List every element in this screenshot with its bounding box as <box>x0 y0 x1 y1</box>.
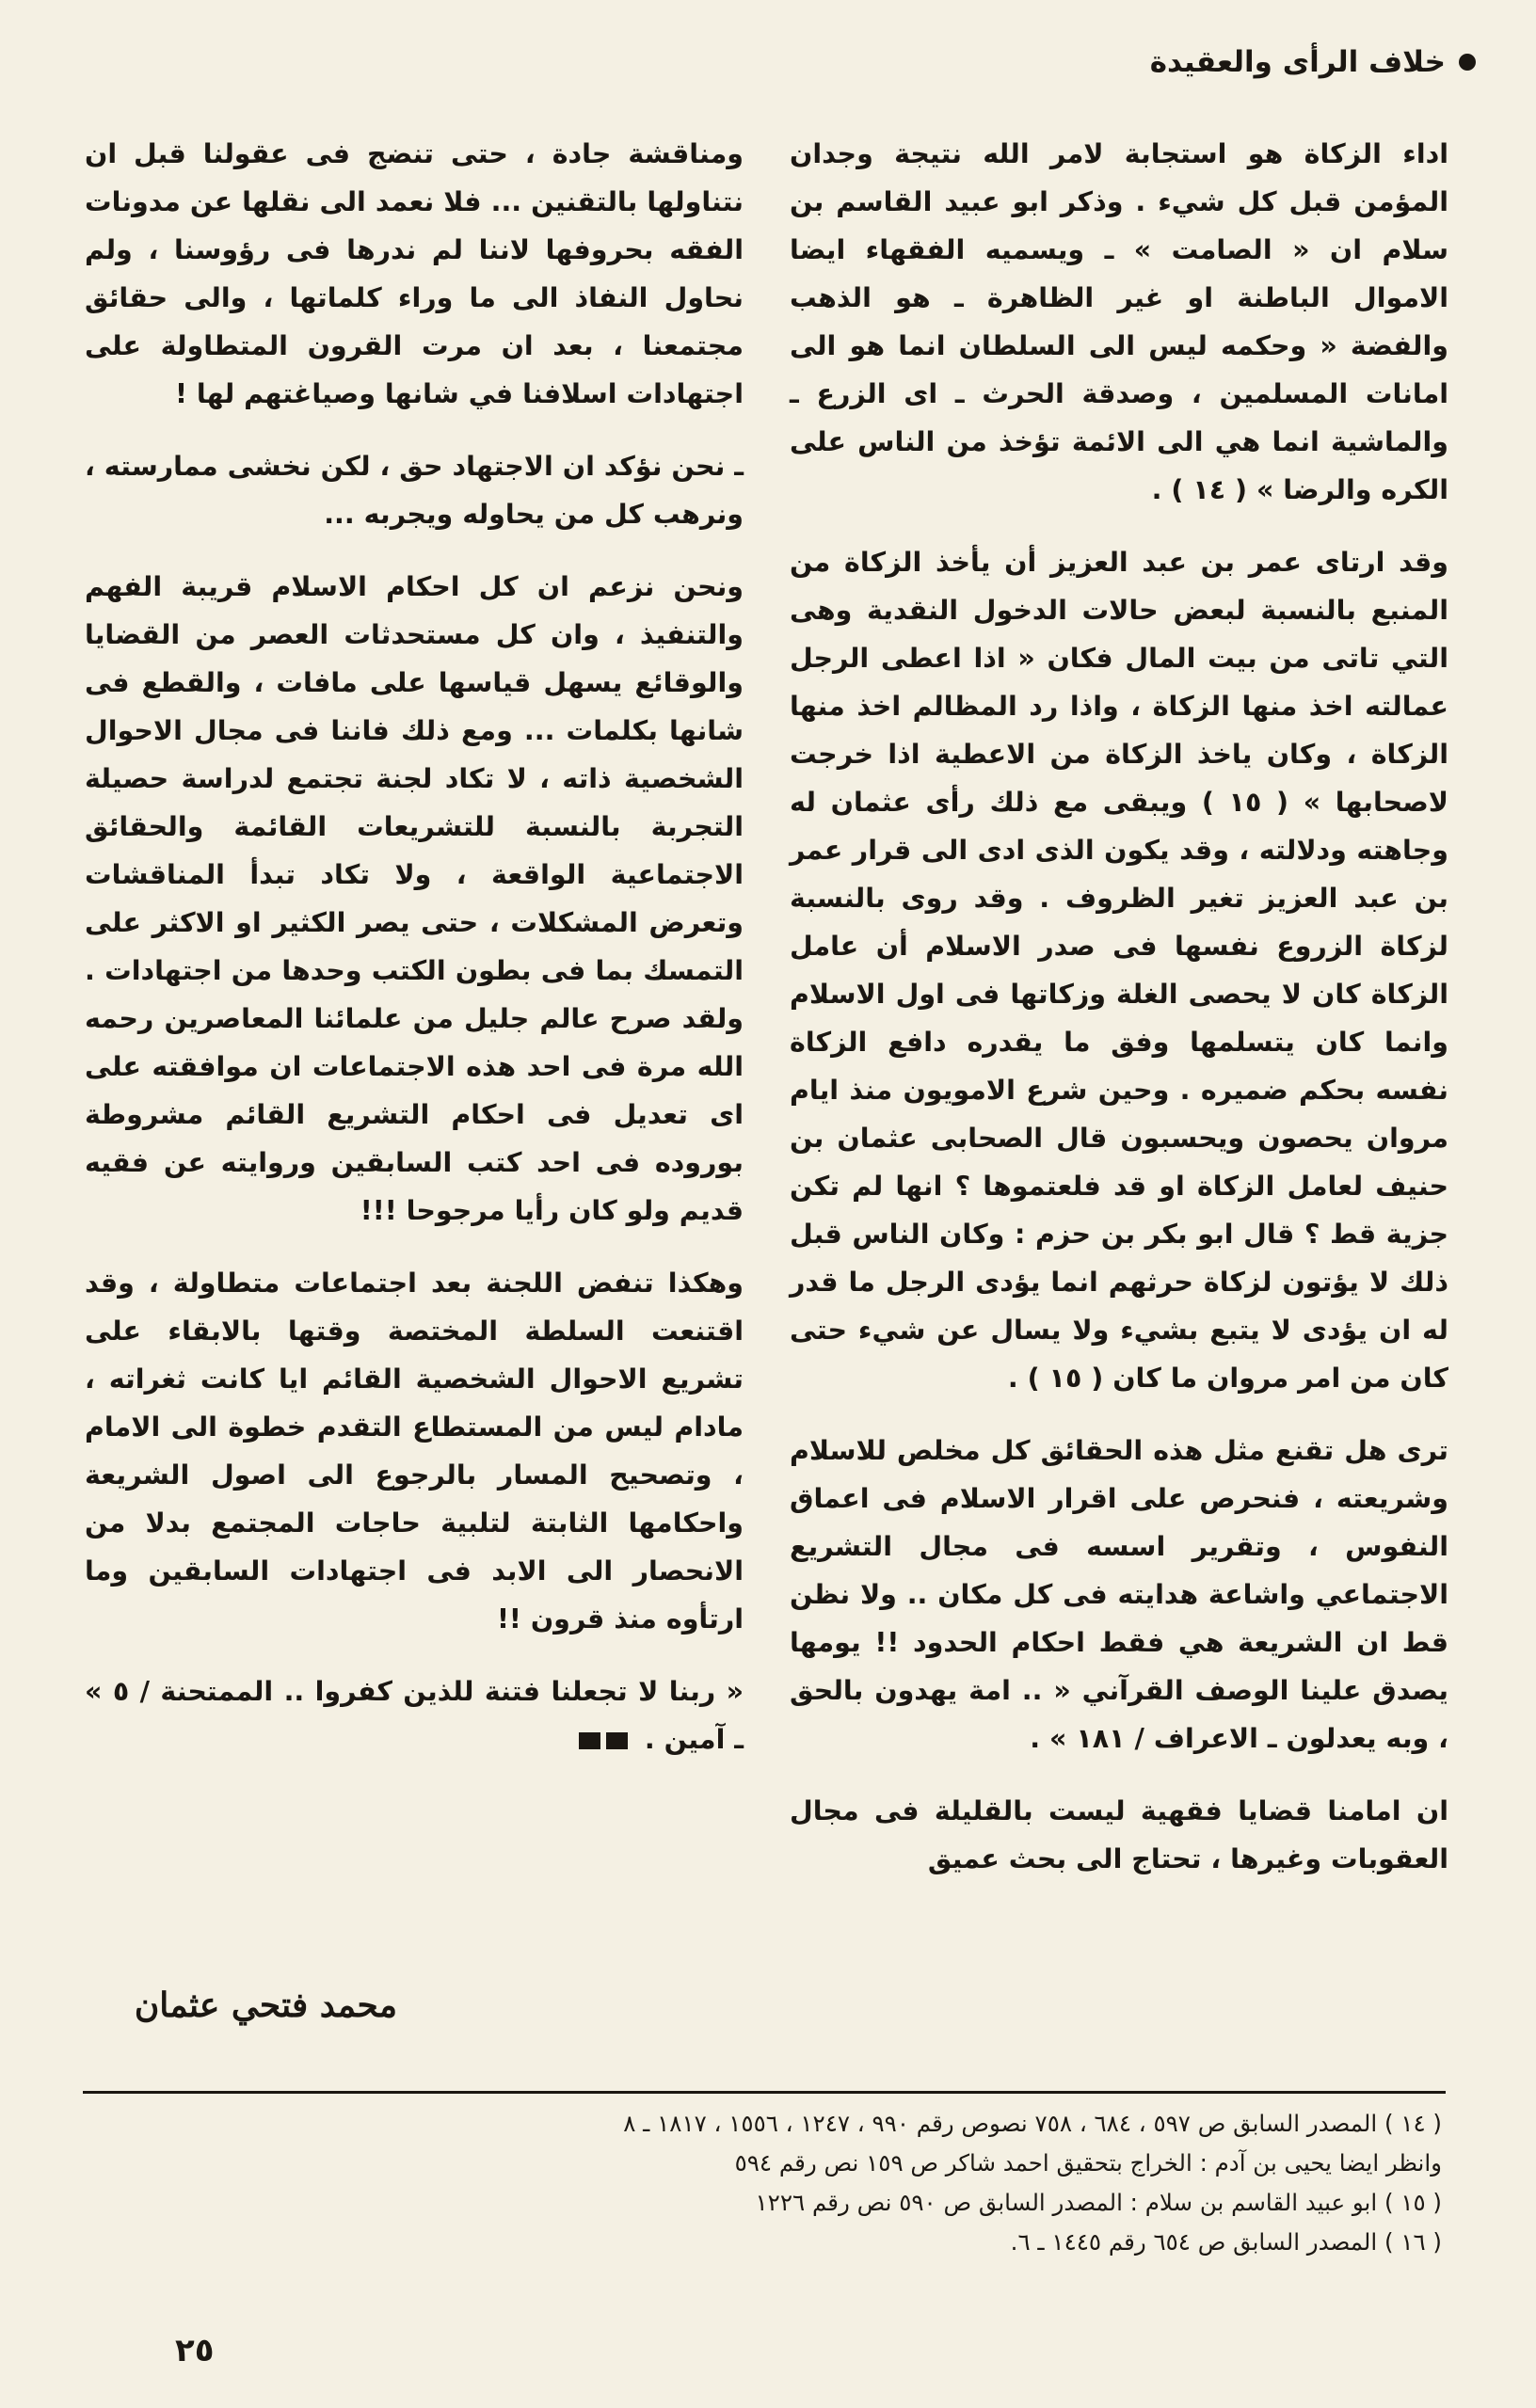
author-signature: محمد فتحي عثمان <box>134 1985 397 2025</box>
footnote-line: ( ١٦ ) المصدر السابق ص ٦٥٤ رقم ١٤٤٥ ـ ٦. <box>1010 2228 1442 2256</box>
footnotes <box>105 2104 1442 2262</box>
footnote-divider <box>83 2091 1446 2094</box>
paragraph: ان امامنا قضايا فقهية ليست بالقليلة فى مجال العقوبات وغيرها ، تحتاج الى بحث عميق <box>790 1795 1448 1874</box>
end-mark-icon <box>579 1732 628 1749</box>
bullet-icon <box>1459 54 1476 71</box>
article-column-right <box>790 130 1448 1907</box>
closing-paragraph <box>85 1667 744 1763</box>
paragraph: ومناقشة جادة ، حتى تنضج فى عقولنا قبل ان نتناولها بالتقنين ... فلا نعمد الى نقلها عن مدونات الفقه بحروفها لاننا لم ندرها فى رؤوسنا ، ولم نحاول النفاذ الى ما وراء كلماتها ، والى حقائق مجتمعنا ، بعد ان مرت القرون المتطاولة على اجتهادات اسلافنا في شانها وصياغتهم لها ! <box>85 138 744 409</box>
closing-quote: « ربنا لا تجعلنا فتنة للذين كفروا .. الممتحنة / ٥ » ـ آمين . <box>85 1676 744 1755</box>
running-header <box>817 45 1476 79</box>
paragraph: ـ نحن نؤكد ان الاجتهاد حق ، لكن نخشى ممارسته ، ونرهب كل من يحاوله ويجربه ... <box>85 451 744 530</box>
footnote-line: ( ١٥ ) ابو عبيد القاسم بن سلام : المصدر السابق ص ٥٩٠ نص رقم ١٢٢٦ <box>755 2189 1442 2216</box>
paragraph: وقد ارتاى عمر بن عبد العزيز أن يأخذ الزكاة من المنبع بالنسبة لبعض حالات الدخول النقدية وهى التي تاتى من بيت المال فكان « اذا اعطى الرجل عمالته اخذ منها الزكاة ، واذا رد المظالم اخذ منها الزكاة ، وكان ياخذ الزكاة من الاعطية اذا خرجت لاصحابها » ( ١٥ ) ويبقى مع ذلك رأى عثمان له وجاهته ودلالته ، وقد يكون الذى ادى الى قرار عمر بن عبد العزيز تغير الظروف . وقد روى بالنسبة لزكاة الزروع نفسها فى صدر الاسلام أن عامل الزكاة كان لا يحصى الغلة وزكاتها فى اول الاسلام وانما كان يتسلمها وفق ما يقدره دافع الزكاة نفسه بحكم ضميره . وحين شرع الامويون منذ ايام مروان يحصون ويحسبون قال الصحابى عثمان بن حنيف لعامل الزكاة او قد فلعتموها ؟ انها لم تكن جزية قط ؟ قال ابو بكر بن حزم : وكان الناس قبل ذلك لا يؤتون لزكاة حرثهم انما يؤدى الرجل ما قدر له ان يؤدى لا يتبع بشيء ولا يسال عن شيء حتى كان من امر مروان ما كان ( ١٥ ) . <box>790 547 1448 1394</box>
paragraph: اداء الزكاة هو استجابة لامر الله نتيجة وجدان المؤمن قبل كل شيء . وذكر ابو عبيد القاسم بن سلام ان « الصامت » ـ ويسميه الفقهاء ايضا الاموال الباطنة او غير الظاهرة ـ هو الذهب والفضة « وحكمه ليس الى السلطان انما هو الى امانات المسلمين ، وصدقة الحرث ـ اى الزرع ـ والماشية انما هي الى الائمة تؤخذ من الناس على الكره والرضا » ( ١٤ ) . <box>790 138 1448 505</box>
paragraph: وهكذا تنفض اللجنة بعد اجتماعات متطاولة ، وقد اقتنعت السلطة المختصة وقتها بالابقاء على تشريع الاحوال الشخصية القائم ايا كانت ثغراته ، مادام ليس من المستطاع التقدم خطوة الى الامام ، وتصحيح المسار بالرجوع الى اصول الشريعة واحكامها الثابتة لتلبية حاجات المجتمع بدلا من الانحصار الى الابد فى اجتهادات السابقين وما ارتأوه منذ قرون !! <box>85 1268 744 1635</box>
footnote-line: وانظر ايضا يحيى بن آدم : الخراج بتحقيق احمد شاكر ص ١٥٩ نص رقم ٥٩٤ <box>734 2149 1442 2177</box>
article-column-left <box>85 130 744 1767</box>
footnote-line: ( ١٤ ) المصدر السابق ص ٥٩٧ ، ٦٨٤ ، ٧٥٨ نصوص رقم ٩٩٠ ، ١٢٤٧ ، ١٥٥٦ ، ١٨١٧ ـ ٨ <box>623 2110 1442 2137</box>
header-title: خلاف الرأى والعقيدة <box>1149 45 1446 79</box>
paragraph: ترى هل تقنع مثل هذه الحقائق كل مخلص للاسلام وشريعته ، فنحرص على اقرار الاسلام فى اعماق النفوس ، وتقرير اسسه فى مجال التشريع الاجتماعي واشاعة هدايته فى كل مكان .. ولا نظن قط ان الشريعة هي فقط احكام الحدود !! يومها يصدق علينا الوصف القرآني « .. امة يهدون بالحق ، وبه يعدلون ـ الاعراف / ١٨١ » . <box>790 1435 1448 1754</box>
paragraph: ونحن نزعم ان كل احكام الاسلام قريبة الفهم والتنفيذ ، وان كل مستحدثات العصر من القضايا والوقائع يسهل قياسها على مافات ، والقطع فى شانها بكلمات ... ومع ذلك فاننا فى مجال الاحوال الشخصية ذاته ، لا تكاد لجنة تجتمع لدراسة حصيلة التجربة بالنسبة للتشريعات القائمة والحقائق الاجتماعية الواقعة ، ولا تكاد تبدأ المناقشات وتعرض المشكلات ، حتى يصر الكثير او الاكثر على التمسك بما فى بطون الكتب وحدها من اجتهادات . ولقد صرح عالم جليل من علمائنا المعاصرين رحمه الله مرة فى احد هذه الاجتماعات ان موافقته على اى تعديل فى احكام التشريع القائم مشروطة بوروده فى احد كتب السابقين وروايته عن فقيه قديم ولو كان رأيا مرجوحا !!! <box>85 571 744 1226</box>
page-number: ٢٥ <box>175 2332 215 2369</box>
